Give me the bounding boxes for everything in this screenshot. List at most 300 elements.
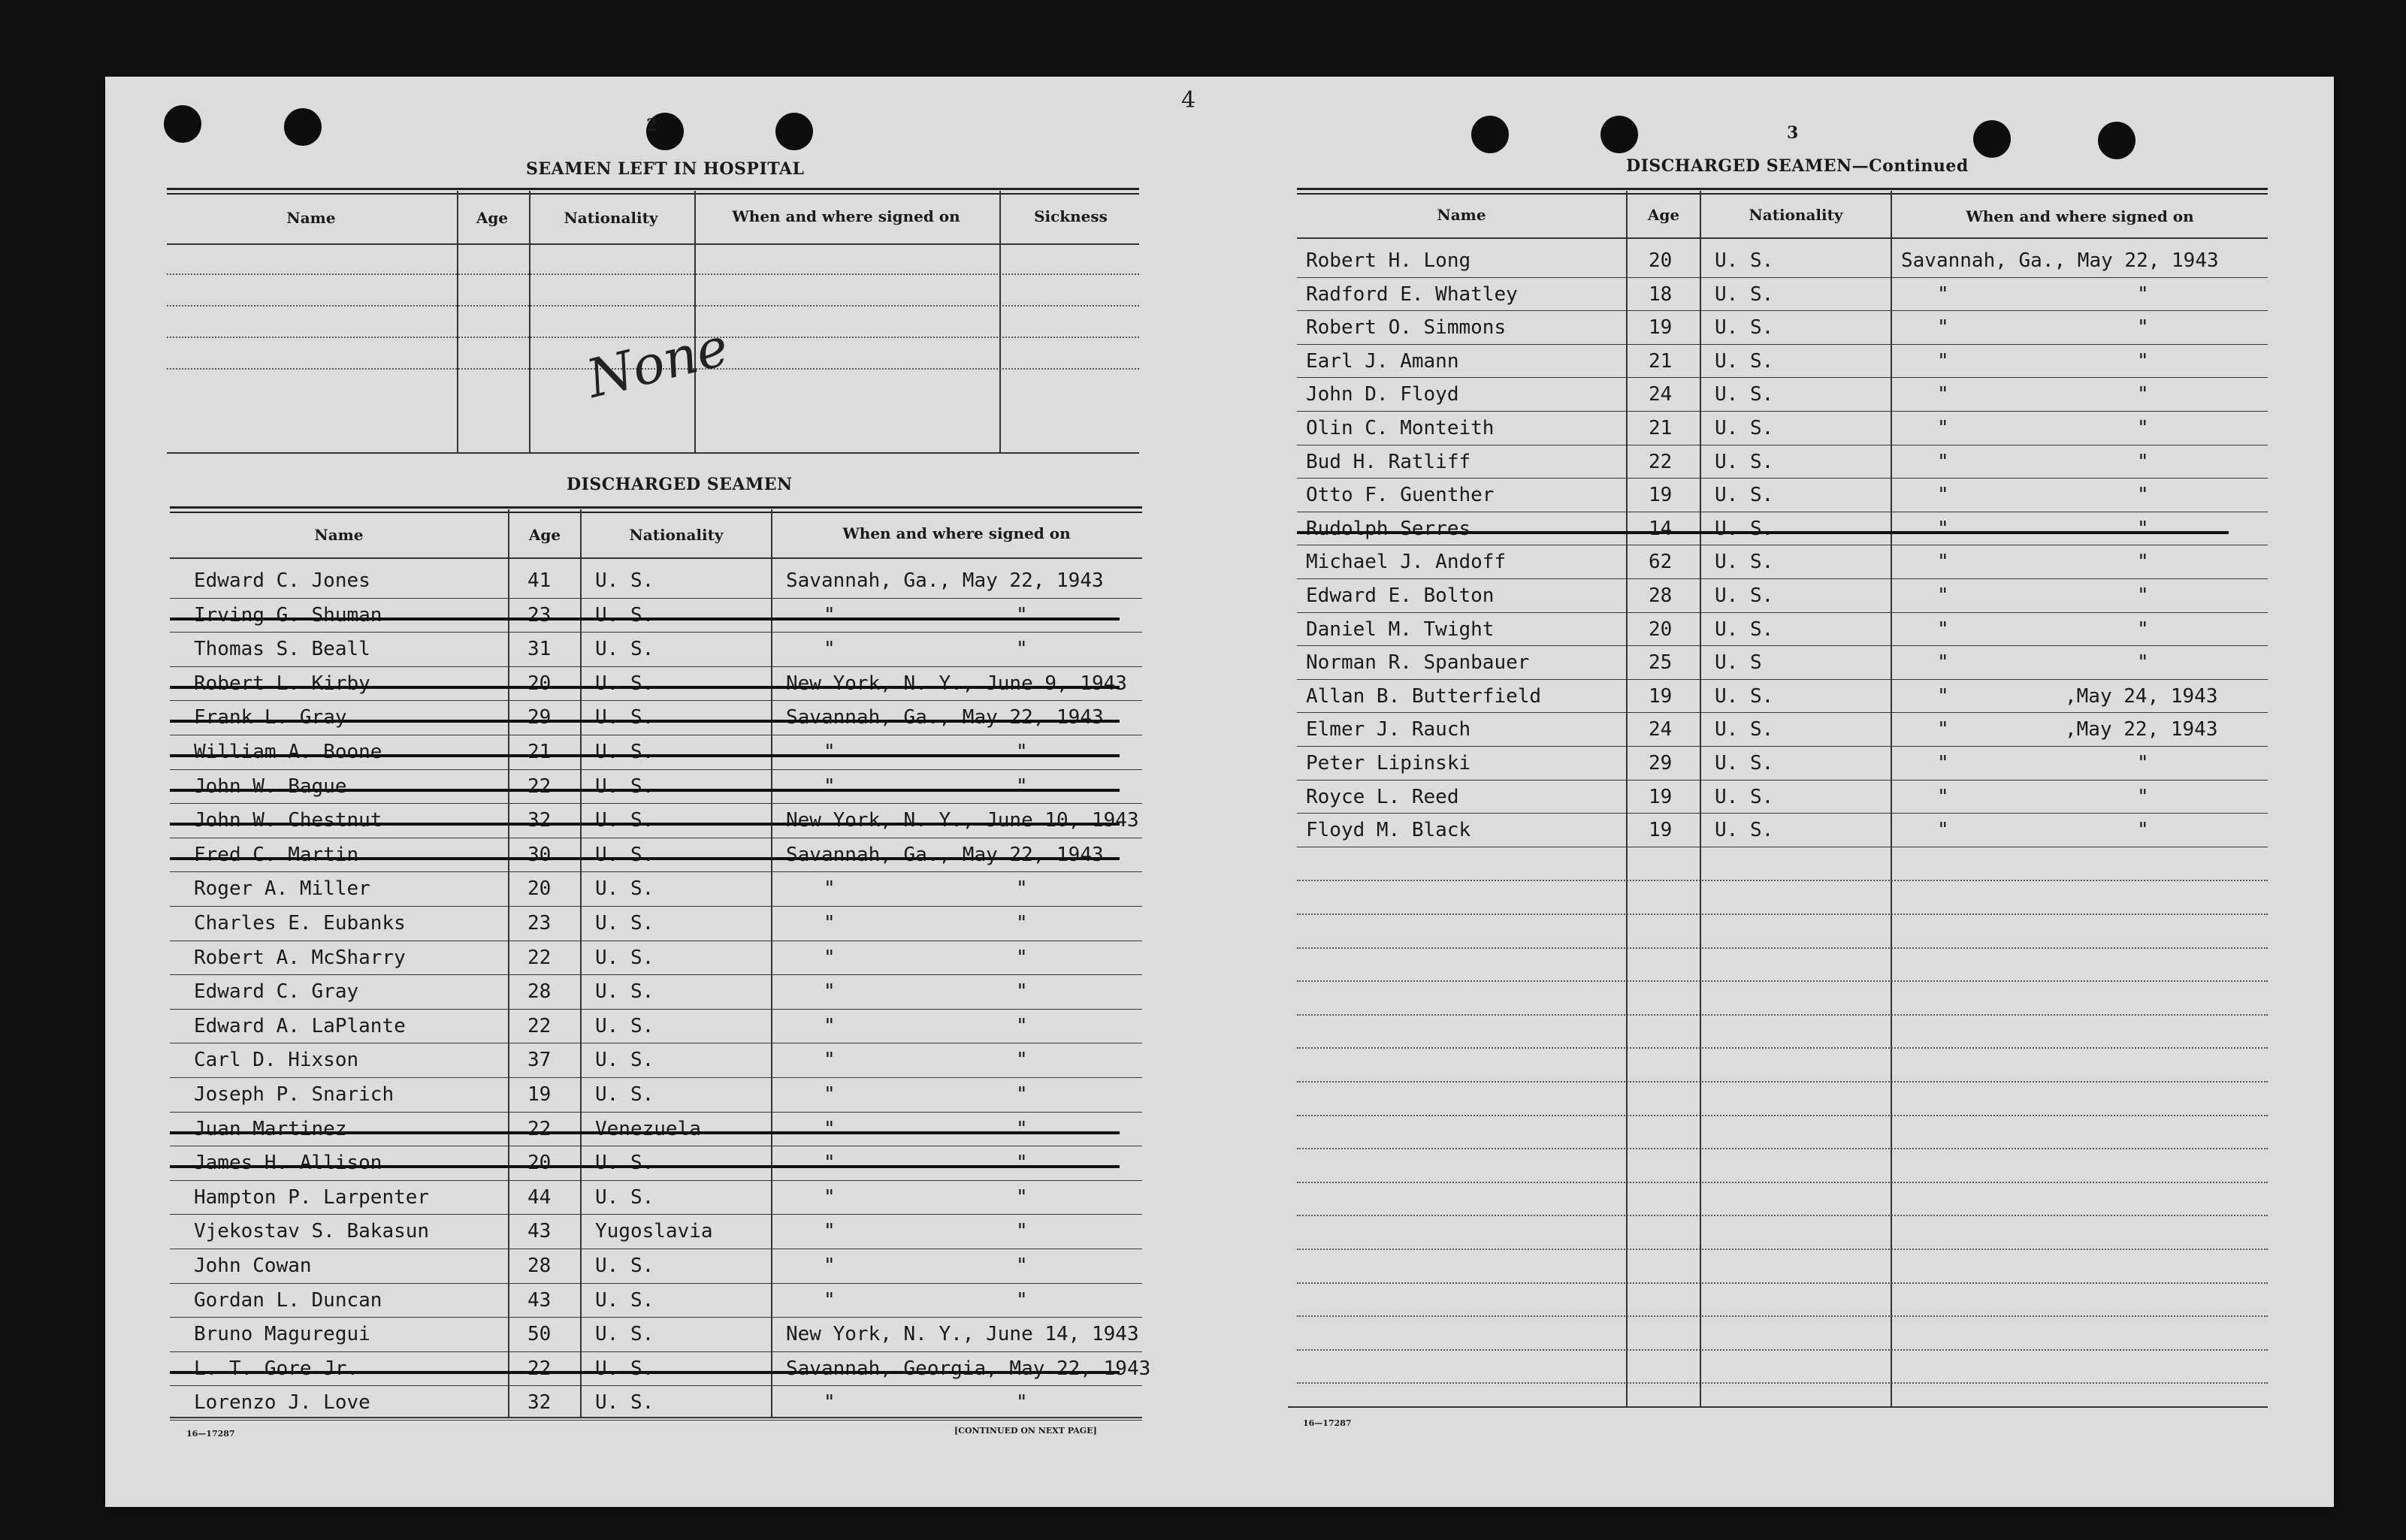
seaman-age: 19 bbox=[1649, 819, 1673, 842]
seaman-nationality: U. S. bbox=[595, 912, 654, 935]
seaman-name: Floyd M. Black bbox=[1306, 819, 1471, 842]
empty-row-line bbox=[1297, 1182, 2268, 1183]
seaman-age: 24 bbox=[1649, 718, 1673, 741]
row-line bbox=[1297, 411, 2268, 412]
seaman-age: 37 bbox=[527, 1049, 552, 1072]
signed-on-ditto: " bbox=[2137, 819, 2149, 842]
signed-on-place: " bbox=[1937, 383, 1949, 406]
row-line bbox=[170, 598, 1142, 599]
signed-on-ditto: " bbox=[1016, 980, 1028, 1004]
seaman-name: Edward E. Bolton bbox=[1306, 584, 1495, 607]
strike-through bbox=[170, 789, 1120, 792]
signed-on-ditto: " bbox=[2137, 752, 2149, 775]
signed-on-ditto: " bbox=[1016, 877, 1028, 901]
seaman-nationality: U. S. bbox=[595, 1391, 654, 1415]
hospital-title: SEAMEN LEFT IN HOSPITAL bbox=[526, 159, 805, 179]
left-form-number: 16—17287 bbox=[186, 1429, 235, 1439]
strike-through bbox=[170, 720, 1120, 723]
continued-title bbox=[1626, 156, 1969, 176]
seaman-name: Charles E. Eubanks bbox=[194, 912, 406, 935]
row-line bbox=[170, 666, 1142, 667]
row-line bbox=[170, 906, 1142, 907]
seaman-name: Norman R. Spanbauer bbox=[1306, 651, 1530, 675]
seaman-nationality: U. S. bbox=[595, 1288, 654, 1312]
seaman-age: 23 bbox=[527, 603, 552, 627]
row-line bbox=[170, 1283, 1142, 1284]
strike-through bbox=[170, 754, 1120, 757]
seaman-age: 20 bbox=[527, 877, 552, 901]
punch-hole bbox=[1600, 116, 1638, 153]
seaman-name: Frank L. Gray bbox=[194, 706, 347, 729]
signed-on-ditto: " bbox=[1016, 1391, 1028, 1415]
seaman-age: 21 bbox=[1649, 349, 1673, 373]
signed-on-ditto: " bbox=[2137, 450, 2149, 473]
seaman-nationality: U. S. bbox=[595, 1323, 654, 1346]
row-line bbox=[170, 1009, 1142, 1010]
seaman-nationality: U. S. bbox=[595, 1185, 654, 1209]
seaman-name: Edward C. Jones bbox=[194, 569, 370, 592]
discharged-col-divider bbox=[771, 509, 772, 1417]
empty-row-line bbox=[1297, 980, 2268, 982]
seaman-nationality: U. S. bbox=[595, 877, 654, 901]
seaman-age: 20 bbox=[1649, 249, 1673, 272]
seaman-age: 22 bbox=[527, 1357, 552, 1380]
signed-on-ditto: " bbox=[1016, 1152, 1028, 1175]
row-line bbox=[1297, 712, 2268, 713]
signed-on-place: " bbox=[824, 946, 836, 969]
seaman-name: Fred C. Martin bbox=[194, 843, 359, 866]
seaman-name: James H. Allison bbox=[194, 1152, 382, 1175]
seaman-nationality: U. S. bbox=[595, 809, 654, 832]
seaman-name: Carl D. Hixson bbox=[194, 1049, 359, 1072]
seaman-name: John Cowan bbox=[194, 1255, 312, 1277]
seaman-nationality: U. S. bbox=[595, 775, 654, 798]
signed-on-place: " bbox=[1937, 718, 1949, 741]
seaman-name: Radford E. Whatley bbox=[1306, 282, 1518, 306]
seaman-nationality: U. S. bbox=[595, 1083, 654, 1106]
empty-row-line bbox=[1297, 1081, 2268, 1083]
seaman-nationality: U. S. bbox=[1715, 819, 1774, 842]
signed-on-ditto: " bbox=[1016, 741, 1028, 763]
hospital-col-divider bbox=[999, 191, 1001, 454]
seaman-name: Joseph P. Snarich bbox=[194, 1083, 394, 1106]
empty-row-line bbox=[1297, 1014, 2268, 1016]
seaman-nationality: U. S. bbox=[595, 946, 654, 969]
signed-on-ditto: " bbox=[1016, 946, 1028, 969]
row-line bbox=[1297, 310, 2268, 311]
seaman-age: 21 bbox=[527, 741, 552, 763]
signed-on-place: Savannah, Ga., May 22, 1943 bbox=[786, 706, 1104, 729]
seaman-nationality: U. S. bbox=[595, 638, 654, 661]
right-col-divider bbox=[1891, 191, 1892, 1408]
signed-on-place: " bbox=[824, 1014, 836, 1037]
row-line bbox=[170, 1420, 1142, 1421]
right-top-rule bbox=[1297, 188, 2268, 195]
hospital-top-rule bbox=[167, 188, 1139, 195]
seaman-name: John W. Bague bbox=[194, 775, 347, 798]
row-line bbox=[1297, 780, 2268, 781]
seaman-nationality: U. S. bbox=[595, 1357, 654, 1380]
signed-on-ditto: " bbox=[2137, 551, 2149, 574]
signed-on-place: " bbox=[1937, 651, 1949, 675]
signed-on-ditto: " bbox=[1016, 1014, 1028, 1037]
signed-on-ditto: " bbox=[1016, 1083, 1028, 1106]
seaman-age: 43 bbox=[527, 1288, 552, 1312]
row-line bbox=[1297, 645, 2268, 646]
seaman-name: Roger A. Miller bbox=[194, 877, 370, 901]
seaman-nationality: U. S. bbox=[595, 1255, 654, 1277]
punch-hole bbox=[284, 108, 322, 146]
punch-hole bbox=[1471, 116, 1509, 153]
signed-on-ditto: " bbox=[1016, 1288, 1028, 1312]
empty-row-line bbox=[1297, 1282, 2268, 1284]
signed-on-place: Savannah, Georgia, May 22, 1943 bbox=[786, 1357, 1151, 1380]
seaman-nationality: U. S. bbox=[1715, 282, 1774, 306]
seaman-nationality: U. S. bbox=[1715, 785, 1774, 808]
seaman-nationality: U. S. bbox=[1715, 718, 1774, 741]
hospital-header-rule bbox=[167, 243, 1139, 245]
row-line bbox=[1297, 679, 2268, 680]
signed-on-ditto: " bbox=[2137, 383, 2149, 406]
row-line bbox=[170, 769, 1142, 770]
signed-on-ditto: " bbox=[1016, 1049, 1028, 1072]
signed-on-place: " bbox=[1937, 752, 1949, 775]
seaman-age: 41 bbox=[527, 569, 552, 592]
seaman-name: Allan B. Butterfield bbox=[1306, 684, 1542, 708]
empty-row-line bbox=[1297, 913, 2268, 915]
signed-on-place: " bbox=[824, 741, 836, 763]
seaman-age: 19 bbox=[527, 1083, 552, 1106]
seaman-name: Bruno Maguregui bbox=[194, 1323, 370, 1346]
seaman-age: 50 bbox=[527, 1323, 552, 1346]
seaman-name: Earl J. Amann bbox=[1306, 349, 1459, 373]
seaman-nationality: Yugoslavia bbox=[595, 1220, 713, 1243]
seaman-nationality: U. S. bbox=[1715, 752, 1774, 775]
signed-on-place: " bbox=[824, 603, 836, 627]
signed-on-place: " bbox=[1937, 316, 1949, 340]
strike-through bbox=[170, 823, 1120, 826]
signed-on-ditto: ,May 22, 1943 bbox=[2065, 718, 2218, 741]
row-line bbox=[170, 632, 1142, 633]
hospital-col-signed-on: When and where signed on bbox=[732, 207, 960, 225]
signed-on-place: " bbox=[1937, 349, 1949, 373]
signed-on-place: " bbox=[824, 1255, 836, 1277]
seaman-name: Gordan L. Duncan bbox=[194, 1288, 382, 1312]
empty-row-line bbox=[1297, 947, 2268, 949]
row-line bbox=[170, 1317, 1142, 1318]
seaman-nationality: U. S. bbox=[595, 980, 654, 1004]
seaman-name: William A. Boone bbox=[194, 741, 382, 763]
right-bottom-rule bbox=[1288, 1406, 2268, 1408]
seaman-name: Edward A. LaPlante bbox=[194, 1014, 406, 1037]
empty-row-line bbox=[1297, 1315, 2268, 1317]
seaman-name: Hampton P. Larpenter bbox=[194, 1185, 430, 1209]
seaman-name: Rudolph Serres bbox=[1306, 517, 1471, 540]
strike-through bbox=[1297, 531, 2229, 534]
signed-on-ditto: " bbox=[2137, 517, 2149, 540]
seaman-name: Vjekostav S. Bakasun bbox=[194, 1220, 430, 1243]
right-page-number: 3 bbox=[1787, 123, 1799, 143]
row-line bbox=[170, 1214, 1142, 1215]
signed-on-ditto: " bbox=[1016, 1220, 1028, 1243]
seaman-nationality: U. S. bbox=[595, 1152, 654, 1175]
discharged-col-divider bbox=[580, 509, 582, 1417]
seaman-age: 25 bbox=[1649, 651, 1673, 675]
seaman-age: 22 bbox=[1649, 450, 1673, 473]
seaman-age: 20 bbox=[527, 1152, 552, 1175]
continued-title-sub: —Continued bbox=[1851, 156, 1969, 176]
row-line bbox=[170, 974, 1142, 975]
signed-on-place: " bbox=[824, 775, 836, 798]
punch-hole bbox=[1973, 120, 2011, 158]
discharged-col-divider bbox=[508, 509, 509, 1417]
strike-through bbox=[170, 1131, 1120, 1134]
signed-on-place: Savannah, Ga., May 22, 1943 bbox=[786, 843, 1104, 866]
signed-on-ditto: " bbox=[1016, 638, 1028, 661]
seaman-nationality: U. S. bbox=[1715, 249, 1774, 272]
signed-on-ditto: " bbox=[2137, 316, 2149, 340]
signed-on-place: " bbox=[824, 638, 836, 661]
seaman-name: Robert O. Simmons bbox=[1306, 316, 1507, 340]
seaman-name: John W. Chestnut bbox=[194, 809, 382, 832]
hospital-none-note: None bbox=[580, 316, 735, 410]
seaman-age: 30 bbox=[527, 843, 552, 866]
seaman-nationality: Venezuela bbox=[595, 1117, 701, 1140]
discharged-col-name: Name bbox=[314, 526, 364, 544]
right-col-divider bbox=[1626, 191, 1628, 1408]
signed-on-ditto: " bbox=[2137, 349, 2149, 373]
row-line bbox=[170, 1385, 1142, 1386]
seaman-age: 23 bbox=[527, 912, 552, 935]
seaman-name: Edward C. Gray bbox=[194, 980, 359, 1004]
seaman-nationality: U. S. bbox=[1715, 517, 1774, 540]
signed-on-place: " bbox=[1937, 584, 1949, 607]
seaman-age: 44 bbox=[527, 1185, 552, 1209]
seaman-age: 28 bbox=[1649, 584, 1673, 607]
signed-on-ditto: " bbox=[2137, 618, 2149, 641]
signed-on-ditto: " bbox=[2137, 282, 2149, 306]
row-line bbox=[1297, 578, 2268, 579]
row-line bbox=[1297, 277, 2268, 278]
signed-on-ditto: " bbox=[2137, 651, 2149, 675]
seaman-nationality: U. S. bbox=[1715, 684, 1774, 708]
seaman-nationality: U. S. bbox=[595, 1049, 654, 1072]
seaman-name: Lorenzo J. Love bbox=[194, 1391, 370, 1415]
seaman-name: Robert L. Kirby bbox=[194, 672, 370, 695]
seaman-nationality: U. S. bbox=[1715, 417, 1774, 439]
seaman-name: Olin C. Monteith bbox=[1306, 417, 1495, 439]
signed-on-place: " bbox=[824, 912, 836, 935]
row-line bbox=[170, 1112, 1142, 1113]
seaman-age: 21 bbox=[1649, 417, 1673, 439]
seaman-age: 28 bbox=[527, 980, 552, 1004]
seaman-nationality: U. S. bbox=[1715, 383, 1774, 406]
signed-on-place: " bbox=[1937, 785, 1949, 808]
hospital-col-divider bbox=[529, 191, 530, 454]
seaman-age: 19 bbox=[1649, 785, 1673, 808]
hospital-row-line bbox=[167, 273, 1139, 275]
signed-on-place: " bbox=[824, 1220, 836, 1243]
signed-on-ditto: " bbox=[1016, 912, 1028, 935]
seaman-age: 32 bbox=[527, 1391, 552, 1415]
seaman-age: 22 bbox=[527, 946, 552, 969]
empty-row-line bbox=[1297, 1215, 2268, 1216]
seaman-nationality: U. S. bbox=[595, 569, 654, 592]
hospital-bottom-rule bbox=[167, 452, 1139, 454]
signed-on-place: New York, N. Y., June 10, 1943 bbox=[786, 809, 1139, 832]
signed-on-place: " bbox=[1937, 551, 1949, 574]
right-col-nationality: Nationality bbox=[1749, 206, 1843, 224]
strike-through bbox=[170, 686, 1120, 689]
signed-on-ditto: " bbox=[2137, 417, 2149, 439]
signed-on-place: " bbox=[1937, 484, 1949, 507]
hospital-col-age: Age bbox=[476, 209, 509, 227]
punch-hole bbox=[2098, 122, 2135, 159]
seaman-age: 32 bbox=[527, 809, 552, 832]
seaman-nationality: U. S. bbox=[595, 843, 654, 866]
hospital-col-divider bbox=[457, 191, 458, 454]
row-line bbox=[1297, 746, 2268, 747]
signed-on-place: " bbox=[824, 877, 836, 901]
seaman-nationality: U. S. bbox=[595, 706, 654, 729]
signed-on-place: " bbox=[1937, 684, 1949, 708]
seaman-nationality: U. S. bbox=[1715, 551, 1774, 574]
signed-on-place: New York, N. Y., June 9, 1943 bbox=[786, 672, 1127, 695]
row-line bbox=[170, 1077, 1142, 1078]
signed-on-ditto: " bbox=[2137, 584, 2149, 607]
signed-on-place: " bbox=[824, 1083, 836, 1106]
seaman-age: 19 bbox=[1649, 316, 1673, 340]
seaman-nationality: U. S bbox=[1715, 651, 1762, 675]
signed-on-place: " bbox=[1937, 282, 1949, 306]
seaman-nationality: U. S. bbox=[595, 1014, 654, 1037]
signed-on-ditto: " bbox=[2137, 785, 2149, 808]
signed-on-ditto: " bbox=[1016, 1255, 1028, 1277]
continued-title-main: DISCHARGED SEAMEN bbox=[1626, 156, 1852, 176]
seaman-name: Michael J. Andoff bbox=[1306, 551, 1507, 574]
empty-row-line bbox=[1297, 880, 2268, 881]
signed-on-place: " bbox=[824, 1391, 836, 1415]
seaman-age: 19 bbox=[1649, 684, 1673, 708]
signed-on-place: " bbox=[1937, 450, 1949, 473]
seaman-name: Robert A. McSharry bbox=[194, 946, 406, 969]
seaman-name: Thomas S. Beall bbox=[194, 638, 370, 661]
seaman-name: Daniel M. Twight bbox=[1306, 618, 1495, 641]
discharged-col-nationality: Nationality bbox=[629, 526, 724, 544]
seaman-age: 19 bbox=[1649, 484, 1673, 507]
right-form-number: 16—17287 bbox=[1303, 1418, 1352, 1428]
seaman-age: 18 bbox=[1649, 282, 1673, 306]
signed-on-place: " bbox=[1937, 517, 1949, 540]
seaman-name: Peter Lipinski bbox=[1306, 752, 1471, 775]
signed-on-ditto: ,May 24, 1943 bbox=[2065, 684, 2218, 708]
signed-on-place: " bbox=[824, 980, 836, 1004]
empty-row-line bbox=[1297, 1047, 2268, 1049]
right-col-signed-on: When and where signed on bbox=[1966, 207, 2194, 225]
strike-through bbox=[170, 857, 1120, 860]
continued-note: [CONTINUED ON NEXT PAGE] bbox=[954, 1426, 1097, 1436]
seaman-age: 22 bbox=[527, 1117, 552, 1140]
seaman-name: John D. Floyd bbox=[1306, 383, 1459, 406]
seaman-name: Irving G. Shuman bbox=[194, 603, 382, 627]
discharged-title: DISCHARGED SEAMEN bbox=[567, 475, 793, 494]
seaman-nationality: U. S. bbox=[1715, 618, 1774, 641]
strike-through bbox=[170, 1371, 1120, 1374]
signed-on-ditto: " bbox=[1016, 1117, 1028, 1140]
signed-on-place: " bbox=[1937, 819, 1949, 842]
seaman-nationality: U. S. bbox=[1715, 349, 1774, 373]
seaman-nationality: U. S. bbox=[1715, 484, 1774, 507]
discharged-header-rule bbox=[170, 557, 1142, 559]
row-line bbox=[170, 1180, 1142, 1181]
discharged-col-signed-on: When and where signed on bbox=[842, 524, 1071, 542]
row-line bbox=[170, 871, 1142, 872]
left-page-number: 2 bbox=[646, 116, 658, 135]
hospital-row-line bbox=[167, 305, 1139, 306]
seaman-name: Juan Martinez bbox=[194, 1117, 347, 1140]
signed-on-place: " bbox=[1937, 417, 1949, 439]
strike-through bbox=[170, 618, 1120, 621]
signed-on-place: " bbox=[824, 1049, 836, 1072]
row-line bbox=[1297, 344, 2268, 345]
seaman-nationality: U. S. bbox=[595, 603, 654, 627]
seaman-nationality: U. S. bbox=[595, 672, 654, 695]
signed-on-place: " bbox=[824, 1117, 836, 1140]
seaman-age: 14 bbox=[1649, 517, 1673, 540]
seaman-age: 29 bbox=[1649, 752, 1673, 775]
empty-row-line bbox=[1297, 1349, 2268, 1351]
seaman-age: 62 bbox=[1649, 551, 1673, 574]
signed-on-place: " bbox=[824, 1288, 836, 1312]
seaman-age: 28 bbox=[527, 1255, 552, 1277]
seaman-name: Otto F. Guenther bbox=[1306, 484, 1495, 507]
signed-on-place: " bbox=[824, 1185, 836, 1209]
hospital-col-name: Name bbox=[286, 209, 336, 227]
signed-on-ditto: " bbox=[1016, 603, 1028, 627]
row-line bbox=[1297, 612, 2268, 613]
seaman-name: Bud H. Ratliff bbox=[1306, 450, 1471, 473]
seaman-name: L. T. Gore Jr. bbox=[194, 1357, 359, 1380]
signed-on-ditto: " bbox=[1016, 775, 1028, 798]
discharged-top-rule bbox=[170, 506, 1142, 513]
right-header-rule bbox=[1297, 237, 2268, 239]
punch-hole bbox=[775, 113, 813, 150]
right-col-divider bbox=[1700, 191, 1701, 1408]
seaman-age: 22 bbox=[527, 1014, 552, 1037]
row-line bbox=[170, 803, 1142, 804]
empty-row-line bbox=[1297, 1249, 2268, 1250]
signed-on-ditto: " bbox=[2137, 484, 2149, 507]
right-col-name: Name bbox=[1437, 206, 1486, 224]
seaman-nationality: U. S. bbox=[1715, 316, 1774, 340]
row-line bbox=[1297, 478, 2268, 479]
signed-on-place: " bbox=[824, 1152, 836, 1175]
seaman-age: 22 bbox=[527, 775, 552, 798]
seaman-nationality: U. S. bbox=[1715, 450, 1774, 473]
punch-hole bbox=[164, 105, 201, 143]
seaman-name: Royce L. Reed bbox=[1306, 785, 1459, 808]
signed-on-place: New York, N. Y., June 14, 1943 bbox=[786, 1323, 1139, 1346]
seaman-age: 20 bbox=[527, 672, 552, 695]
document-sheet bbox=[105, 77, 2334, 1507]
row-line bbox=[170, 1351, 1142, 1352]
seaman-age: 43 bbox=[527, 1220, 552, 1243]
seaman-age: 31 bbox=[527, 638, 552, 661]
row-line bbox=[1297, 377, 2268, 378]
hospital-col-sickness: Sickness bbox=[1034, 207, 1108, 225]
seaman-nationality: U. S. bbox=[595, 741, 654, 763]
top-mark: 4 bbox=[1181, 87, 1196, 113]
